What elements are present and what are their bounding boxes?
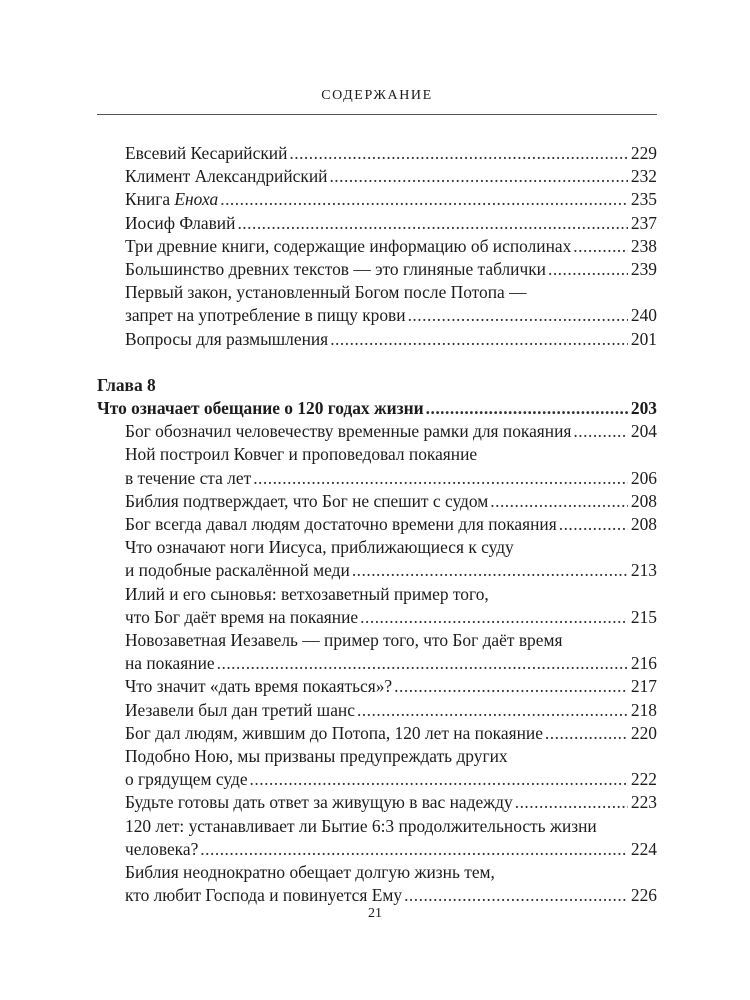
- leader-dots: [237, 212, 627, 235]
- toc-entry[interactable]: [97, 281, 657, 327]
- toc-entry[interactable]: [97, 490, 657, 513]
- leader-dots: [408, 304, 628, 327]
- toc-entry-page: 218: [630, 699, 657, 720]
- toc-entry-title: Евсевий Кесарийский: [125, 143, 288, 163]
- toc-entry-title: Что значит «дать время покаяться»?: [125, 676, 393, 697]
- leader-dots: [329, 165, 627, 188]
- leader-dots: [404, 884, 628, 907]
- toc-entry[interactable]: [97, 745, 657, 791]
- toc-entry-title-line2: человека?: [125, 838, 199, 859]
- toc-entry[interactable]: [97, 629, 657, 675]
- leader-dots: [250, 768, 628, 791]
- section-gap: [97, 351, 657, 374]
- toc-entry-page: 208: [630, 514, 657, 535]
- chapter-page: 203: [630, 398, 657, 419]
- toc-entry-page: 237: [630, 212, 657, 233]
- toc-entry[interactable]: [97, 165, 657, 188]
- leader-dots: [330, 328, 628, 351]
- leader-dots: [545, 722, 628, 745]
- leader-dots: [217, 652, 628, 675]
- toc-entry-title: Три древние книги, содержащие информацию об исполинах: [125, 235, 572, 256]
- toc-entry[interactable]: [97, 583, 657, 629]
- leader-dots: [200, 838, 628, 861]
- toc-entry[interactable]: [97, 142, 657, 165]
- toc-entry-page: 201: [630, 328, 657, 349]
- leader-dots: [426, 397, 628, 420]
- chapter-title: Что означает обещание о 120 годах жизни: [97, 398, 424, 419]
- toc-entry-title: Вопросы для размышления: [125, 328, 329, 349]
- toc-entry-title-line1: Библия неоднократно обещает долгую жизнь тем,: [125, 862, 495, 883]
- toc-entry[interactable]: [97, 675, 657, 698]
- toc-entry-page: 239: [630, 259, 657, 280]
- toc-entry-title: Бог обозначил человечеству временные рамки для покаяния: [125, 421, 572, 442]
- toc-entry-page: 222: [630, 769, 657, 790]
- toc-entry-page: 223: [630, 792, 657, 813]
- toc-entry-title: Бог дал людям, жившим до Потопа, 120 лет на покаяние: [125, 722, 543, 743]
- toc-entry-title-line1: Ной построил Ковчег и проповедовал покаяние: [125, 444, 478, 465]
- toc-entry-title-italic: Еноха: [174, 189, 219, 210]
- toc-entry-title-line2: на покаяние: [125, 653, 215, 674]
- toc-entry-title-line2: что Бог даёт время на покаяние: [125, 606, 359, 627]
- toc-entry-page: 217: [630, 676, 657, 697]
- leader-dots: [559, 513, 628, 536]
- leader-dots: [253, 467, 628, 490]
- toc-entry-page: 229: [630, 143, 657, 163]
- toc-entry[interactable]: [97, 443, 657, 489]
- toc-entry-page: 226: [630, 885, 657, 906]
- leader-dots: [515, 791, 628, 814]
- toc-entry[interactable]: [97, 328, 657, 351]
- toc-entry-title: Иезавели был дан третий шанс: [125, 699, 355, 720]
- leader-dots: [360, 606, 628, 629]
- toc-entry-page: 215: [630, 606, 657, 627]
- toc-entry-title-line1: Что означают ноги Иисуса, приближающиеся к суду: [125, 537, 514, 558]
- leader-dots: [357, 699, 628, 722]
- toc-entry-title-line1: Подобно Ною, мы призваны предупреждать других: [125, 746, 508, 767]
- toc-entry[interactable]: [97, 791, 657, 814]
- toc-entry-title-line1: Первый закон, установленный Богом после Потопа —: [125, 282, 527, 303]
- toc-entry-title-line1: Илий и его сыновья: ветхозаветный пример того,: [125, 583, 489, 604]
- toc-entry-title-line2: запрет на употребление в пищу крови: [125, 305, 406, 326]
- page-header: СОДЕРЖАНИЕ: [321, 88, 433, 103]
- toc-entry-page: 216: [630, 653, 657, 674]
- toc-entry[interactable]: [97, 258, 657, 281]
- toc-entry-title-line1: Новозаветная Иезавель — пример того, что Бог даёт время: [125, 630, 563, 651]
- toc-entry-page: 238: [630, 235, 657, 256]
- chapter-label: Глава 8: [97, 374, 156, 395]
- toc-entry-page: 204: [630, 421, 657, 442]
- toc-entry-title-prefix: Книга: [125, 189, 175, 210]
- toc-entry[interactable]: [97, 722, 657, 745]
- toc-entry-page: 224: [630, 838, 657, 859]
- toc-entry-title: Библия подтверждает, что Бог не спешит с судом: [125, 490, 489, 511]
- toc-entry[interactable]: [97, 513, 657, 536]
- toc-entry-page: 213: [630, 560, 657, 581]
- toc-entry[interactable]: [97, 815, 657, 861]
- leader-dots: [490, 490, 628, 513]
- toc-entry[interactable]: [97, 699, 657, 722]
- toc-entry[interactable]: [97, 861, 657, 907]
- toc-entry-title: Иосиф Флавий: [125, 212, 236, 233]
- toc-entry[interactable]: [97, 536, 657, 582]
- toc-entry-title: Бог всегда давал людям достаточно времени для покаяния: [125, 514, 557, 535]
- toc-entry-title-line1: 120 лет: устанавливает ли Бытие 6:3 продолжительность жизни: [125, 815, 597, 836]
- toc-entry-title-line2: и подобные раскалённой меди: [125, 560, 350, 581]
- toc-entry[interactable]: [97, 188, 657, 211]
- table-of-contents: [97, 142, 657, 908]
- leader-dots: [573, 235, 628, 258]
- toc-entry[interactable]: [97, 212, 657, 235]
- toc-entry-page: 232: [630, 166, 657, 187]
- toc-entry-title: Большинство древних текстов — это глиняные таблички: [125, 259, 546, 280]
- toc-entry-page: 208: [630, 490, 657, 511]
- leader-dots: [352, 559, 628, 582]
- toc-entry[interactable]: [97, 420, 657, 443]
- page-number: 21: [368, 906, 382, 921]
- toc-entry-page: 220: [630, 722, 657, 743]
- toc-entry-page: 206: [630, 467, 657, 488]
- leader-dots: [548, 258, 628, 281]
- chapter-heading[interactable]: [97, 374, 657, 420]
- toc-entry-title: Климент Александрийский: [125, 166, 328, 187]
- toc-entry-title-line2: кто любит Господа и повинуется Ему: [125, 885, 403, 906]
- toc-entry-page: 235: [630, 189, 657, 210]
- toc-entry-title-line2: о грядущем суде: [125, 769, 248, 790]
- toc-entry-title: Будьте готовы дать ответ за живущую в вас надежду: [125, 792, 513, 813]
- toc-entry-page: 240: [630, 305, 657, 326]
- toc-entry-title: [125, 188, 218, 211]
- header-rule: [97, 114, 657, 115]
- leader-dots: [573, 420, 627, 443]
- leader-dots: [220, 188, 628, 211]
- toc-entry-title-line2: в течение ста лет: [125, 467, 252, 488]
- leader-dots: [289, 142, 628, 165]
- leader-dots: [394, 675, 628, 698]
- toc-entry[interactable]: [97, 235, 657, 258]
